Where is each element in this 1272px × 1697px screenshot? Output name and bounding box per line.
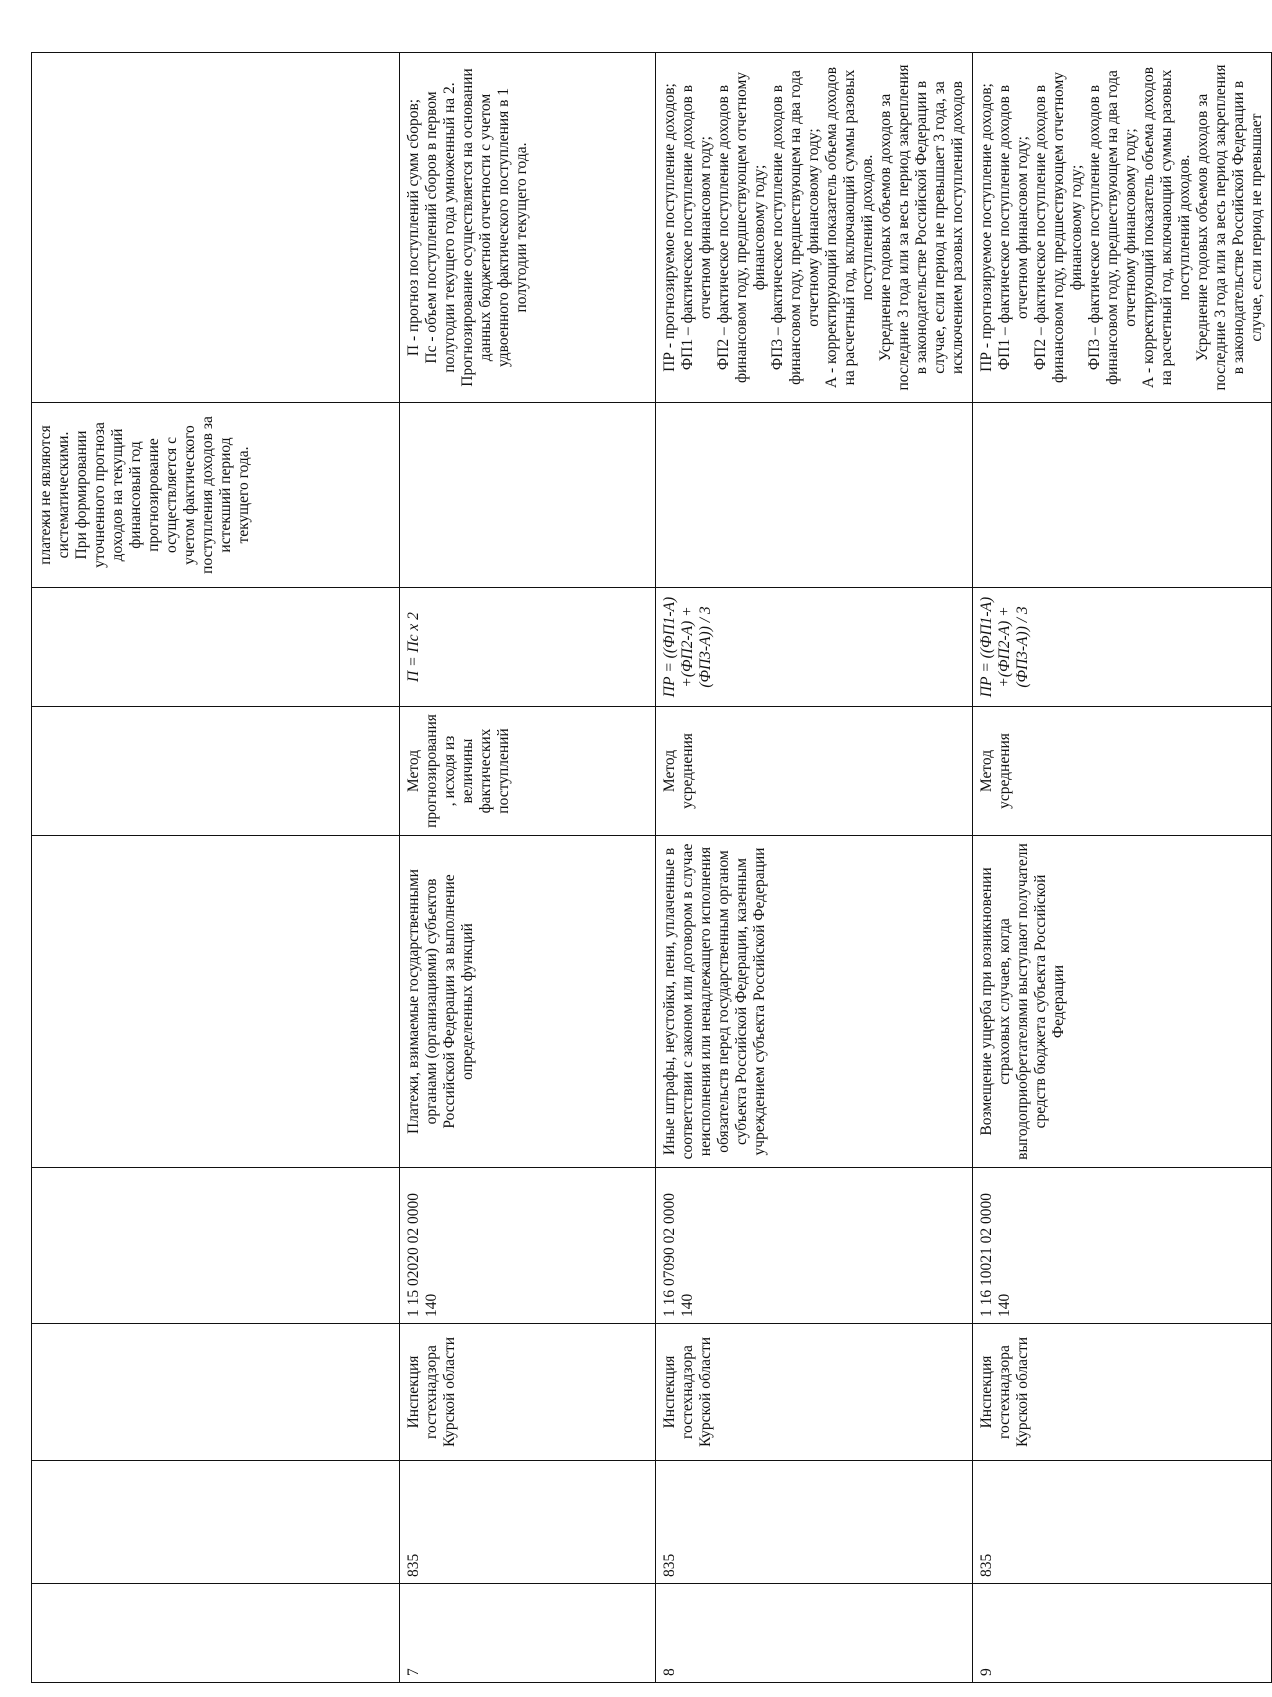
calc-algorithm-line: поступления доходов за xyxy=(199,416,216,574)
indicator-description-line: П - прогноз поступлений сумм сборов; xyxy=(405,98,422,357)
administrator-name-cell xyxy=(400,1324,656,1461)
calc-algorithm-line: финансовый год xyxy=(127,441,144,549)
row-number-cell xyxy=(400,1584,656,1683)
indicator-description-line: ФП3 – фактическое поступление доходов в финансовом году, предшествующем на два года отчетному финансовому году; xyxy=(1086,70,1139,385)
indicator-description-line: ПР - прогнозируемое поступление доходов; xyxy=(661,83,678,372)
table-row xyxy=(656,53,973,1683)
calc-algorithm-line: истекший период xyxy=(217,437,234,553)
budget-class-code-cell xyxy=(32,1168,400,1324)
calc-method-text: Метод прогнозирования, исходя из величины фактических поступлений xyxy=(405,714,512,828)
revenue-name-text: Платежи, взимаемые государственными органами (организациями) субъектов Российской Федерации за выполнение определенных функций xyxy=(405,869,476,1134)
admin-code-cell xyxy=(400,1461,656,1584)
calc-algorithm-line: платежи не являются xyxy=(37,425,54,565)
budget-class-code-text: 1 16 07090 02 0000 140 xyxy=(661,1193,696,1317)
revenue-name-cell xyxy=(32,836,400,1168)
table-row xyxy=(400,53,656,1683)
indicator-description-cell xyxy=(400,53,656,403)
calc-algorithm-line: текущего года. xyxy=(235,446,252,544)
revenue-name-cell xyxy=(973,836,1272,1168)
budget-class-code-cell xyxy=(973,1168,1272,1324)
calc-algorithm-line: доходов на текущий xyxy=(109,428,126,562)
calc-formula-text: ПР = ((ФП1-А) +(ФП2-А) + (ФП3-А)) / 3 xyxy=(661,596,714,698)
row-number-cell xyxy=(973,1584,1272,1683)
revenue-name-text: Возмещение ущерба при возникновении страховых случаев, когда выгодоприобретателями выступают получатели средств бюджета субъекта Российской Федерации xyxy=(978,843,1067,1160)
calc-formula-text: ПР = ((ФП1-А) +(ФП2-А) + (ФП3-А)) / 3 xyxy=(978,596,1031,698)
admin-code-cell xyxy=(656,1461,973,1584)
calc-formula-text: П = Пс х 2 xyxy=(405,612,422,682)
calc-algorithm-line: учетом фактического xyxy=(181,425,198,565)
calc-algorithm-cell xyxy=(400,403,656,588)
table-body xyxy=(32,53,1272,1683)
indicator-description-cell xyxy=(973,53,1272,403)
calc-method-text: Метод усреднения xyxy=(978,733,1013,809)
calc-algorithm-line: осуществляется с xyxy=(163,437,180,554)
table-row xyxy=(973,53,1272,1683)
calc-method-text: Метод усреднения xyxy=(661,733,696,809)
calc-method-cell xyxy=(656,707,973,836)
calc-formula-cell xyxy=(656,588,973,707)
budget-class-code-text: 1 16 10021 02 0000 140 xyxy=(978,1193,1013,1317)
rotated-page xyxy=(31,53,1265,1683)
indicator-description-line: ПР - прогнозируемое поступление доходов; xyxy=(978,83,995,372)
indicator-description-cell xyxy=(32,53,400,403)
calc-algorithm-line: При формировании xyxy=(73,430,90,560)
revenue-name-cell xyxy=(400,836,656,1168)
admin-code-text: 835 xyxy=(405,1553,422,1577)
calc-algorithm-line: систематическими. xyxy=(55,431,72,559)
indicator-description-line: Усреднение годовых объемов доходов за последние 3 года или за весь период закрепления в законодательстве Российской Федерации в случае, если период не превышает xyxy=(1194,64,1265,391)
budget-class-code-cell xyxy=(656,1168,973,1324)
administrator-name-cell xyxy=(973,1324,1272,1461)
administrator-name-cell xyxy=(656,1324,973,1461)
calc-formula-cell xyxy=(400,588,656,707)
admin-code-text: 835 xyxy=(978,1553,995,1577)
indicator-description-line: Пс - объем поступлений сборов в первом полугодии текущего года умноженный на 2. xyxy=(423,82,458,373)
admin-code-text: 835 xyxy=(661,1553,678,1577)
admin-code-cell xyxy=(973,1461,1272,1584)
calc-formula-cell xyxy=(32,588,400,707)
budget-class-code-cell xyxy=(400,1168,656,1324)
indicator-description-line: Прогнозирование осуществляется на основании данных бюджетной отчетности с учетом удвоенного фактического поступления в 1 полугодии текущего года. xyxy=(459,68,530,387)
indicator-description-line: ФП1 – фактическое поступление доходов в отчетном финансовом году; xyxy=(996,84,1031,371)
revenue-name-text: Иные штрафы, неустойки, пени, уплаченные в соответствии с законом или договором в случае неисполнения или ненадлежащего исполнения обязательств перед государственным органом субъекта Российской Федерации, казенным учреждением субъекта Российской Федерации xyxy=(661,843,768,1160)
row-number-cell xyxy=(32,1584,400,1683)
row-number-cell xyxy=(656,1584,973,1683)
administrator-name-cell xyxy=(32,1324,400,1461)
calc-method-cell xyxy=(400,707,656,836)
indicator-description-line: ФП1 – фактическое поступление доходов в отчетном финансовом году; xyxy=(679,84,714,371)
row-number-text: 8 xyxy=(661,1668,678,1676)
indicator-description-line: ФП3 – фактическое поступление доходов в финансовом году, предшествующем на два года отчетному финансовому году; xyxy=(769,70,822,385)
forecast-methods-table xyxy=(31,52,1272,1683)
calc-algorithm-cell xyxy=(656,403,973,588)
administrator-name-text: Инспекция гостехнадзора Курской области xyxy=(661,1336,714,1448)
row-number-text: 9 xyxy=(978,1668,995,1676)
indicator-description-line: А - корректирующий показатель объема доходов на расчетный год, включающий суммы разовых поступлений доходов. xyxy=(823,66,876,389)
indicator-description-line: А - корректирующий показатель объема доходов на расчетный год, включающий суммы разовых поступлений доходов. xyxy=(1140,66,1193,389)
calc-algorithm-line: уточненного прогноза xyxy=(91,422,108,568)
indicator-description-line: ФП2 – фактическое поступление доходов в финансовом году, предшествующем отчетному финансовому году; xyxy=(1032,71,1085,384)
indicator-description-line: Усреднение годовых объемов доходов за последние 3 года или за весь период закрепления в законодательстве Российской Федерации в случае, если период не превышает 3 года, за исключением разовых поступлений доходов xyxy=(877,64,966,391)
calc-formula-cell xyxy=(973,588,1272,707)
calc-algorithm-cell xyxy=(32,403,400,588)
calc-method-cell xyxy=(973,707,1272,836)
administrator-name-text: Инспекция гостехнадзора Курской области xyxy=(405,1336,458,1448)
indicator-description-line: ФП2 – фактическое поступление доходов в финансовом году, предшествующем отчетному финансовому году; xyxy=(715,71,768,384)
revenue-name-cell xyxy=(656,836,973,1168)
budget-class-code-text: 1 15 02020 02 0000 140 xyxy=(405,1193,440,1317)
table-row xyxy=(32,53,400,1683)
row-number-text: 7 xyxy=(405,1668,422,1676)
indicator-description-cell xyxy=(656,53,973,403)
administrator-name-text: Инспекция гостехнадзора Курской области xyxy=(978,1336,1031,1448)
calc-algorithm-line: прогнозирование xyxy=(145,438,162,552)
calc-algorithm-cell xyxy=(973,403,1272,588)
calc-method-cell xyxy=(32,707,400,836)
admin-code-cell xyxy=(32,1461,400,1584)
